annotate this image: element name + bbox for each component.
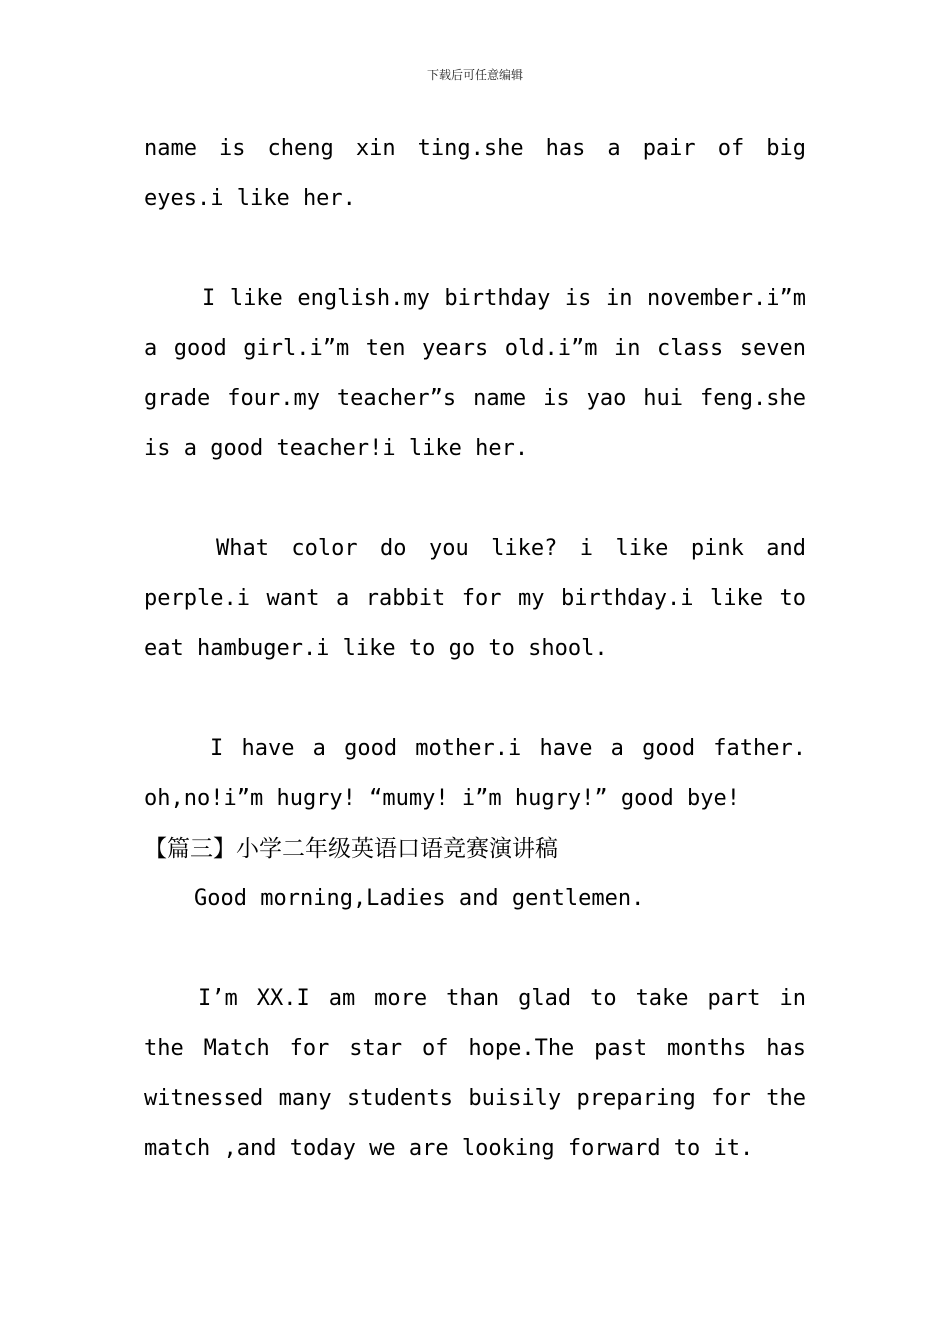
page-header: 下载后可任意编辑 <box>426 68 523 82</box>
paragraph-gap <box>144 924 806 974</box>
paragraph-3: What color do you like? i like pink and perple.i want a rabbit for my birthday.i like to eat hambuger.i like to go to shool. <box>144 536 806 661</box>
paragraph-1: name is cheng xin ting.she has a pair of big eyes.i like her. <box>144 136 806 211</box>
paragraph-gap <box>144 474 806 524</box>
section-paragraph-2: I’m XX.I am more than glad to take part in the Match for star of hope.The past months has witnessed many students buisily preparing for the match ,and today we are looking forward to it. <box>144 986 806 1161</box>
section-paragraph-1: Good morning,Ladies and gentlemen. <box>194 886 645 911</box>
paragraph-gap <box>144 224 806 274</box>
paragraph-2: I like english.my birthday is in november.i”m a good girl.i”m ten years old.i”m in class seven grade four.my teacher”s name is yao hui feng.she is a good teacher!i like her. <box>144 286 806 461</box>
document-body <box>144 124 806 1174</box>
section-heading: 【篇三】小学二年级英语口语竞赛演讲稿 <box>144 836 558 862</box>
paragraph-gap <box>144 674 806 724</box>
paragraph-4: I have a good mother.i have a good father. oh,no!i”m hugry! “mumy! i”m hugry!” good bye! <box>144 736 806 811</box>
